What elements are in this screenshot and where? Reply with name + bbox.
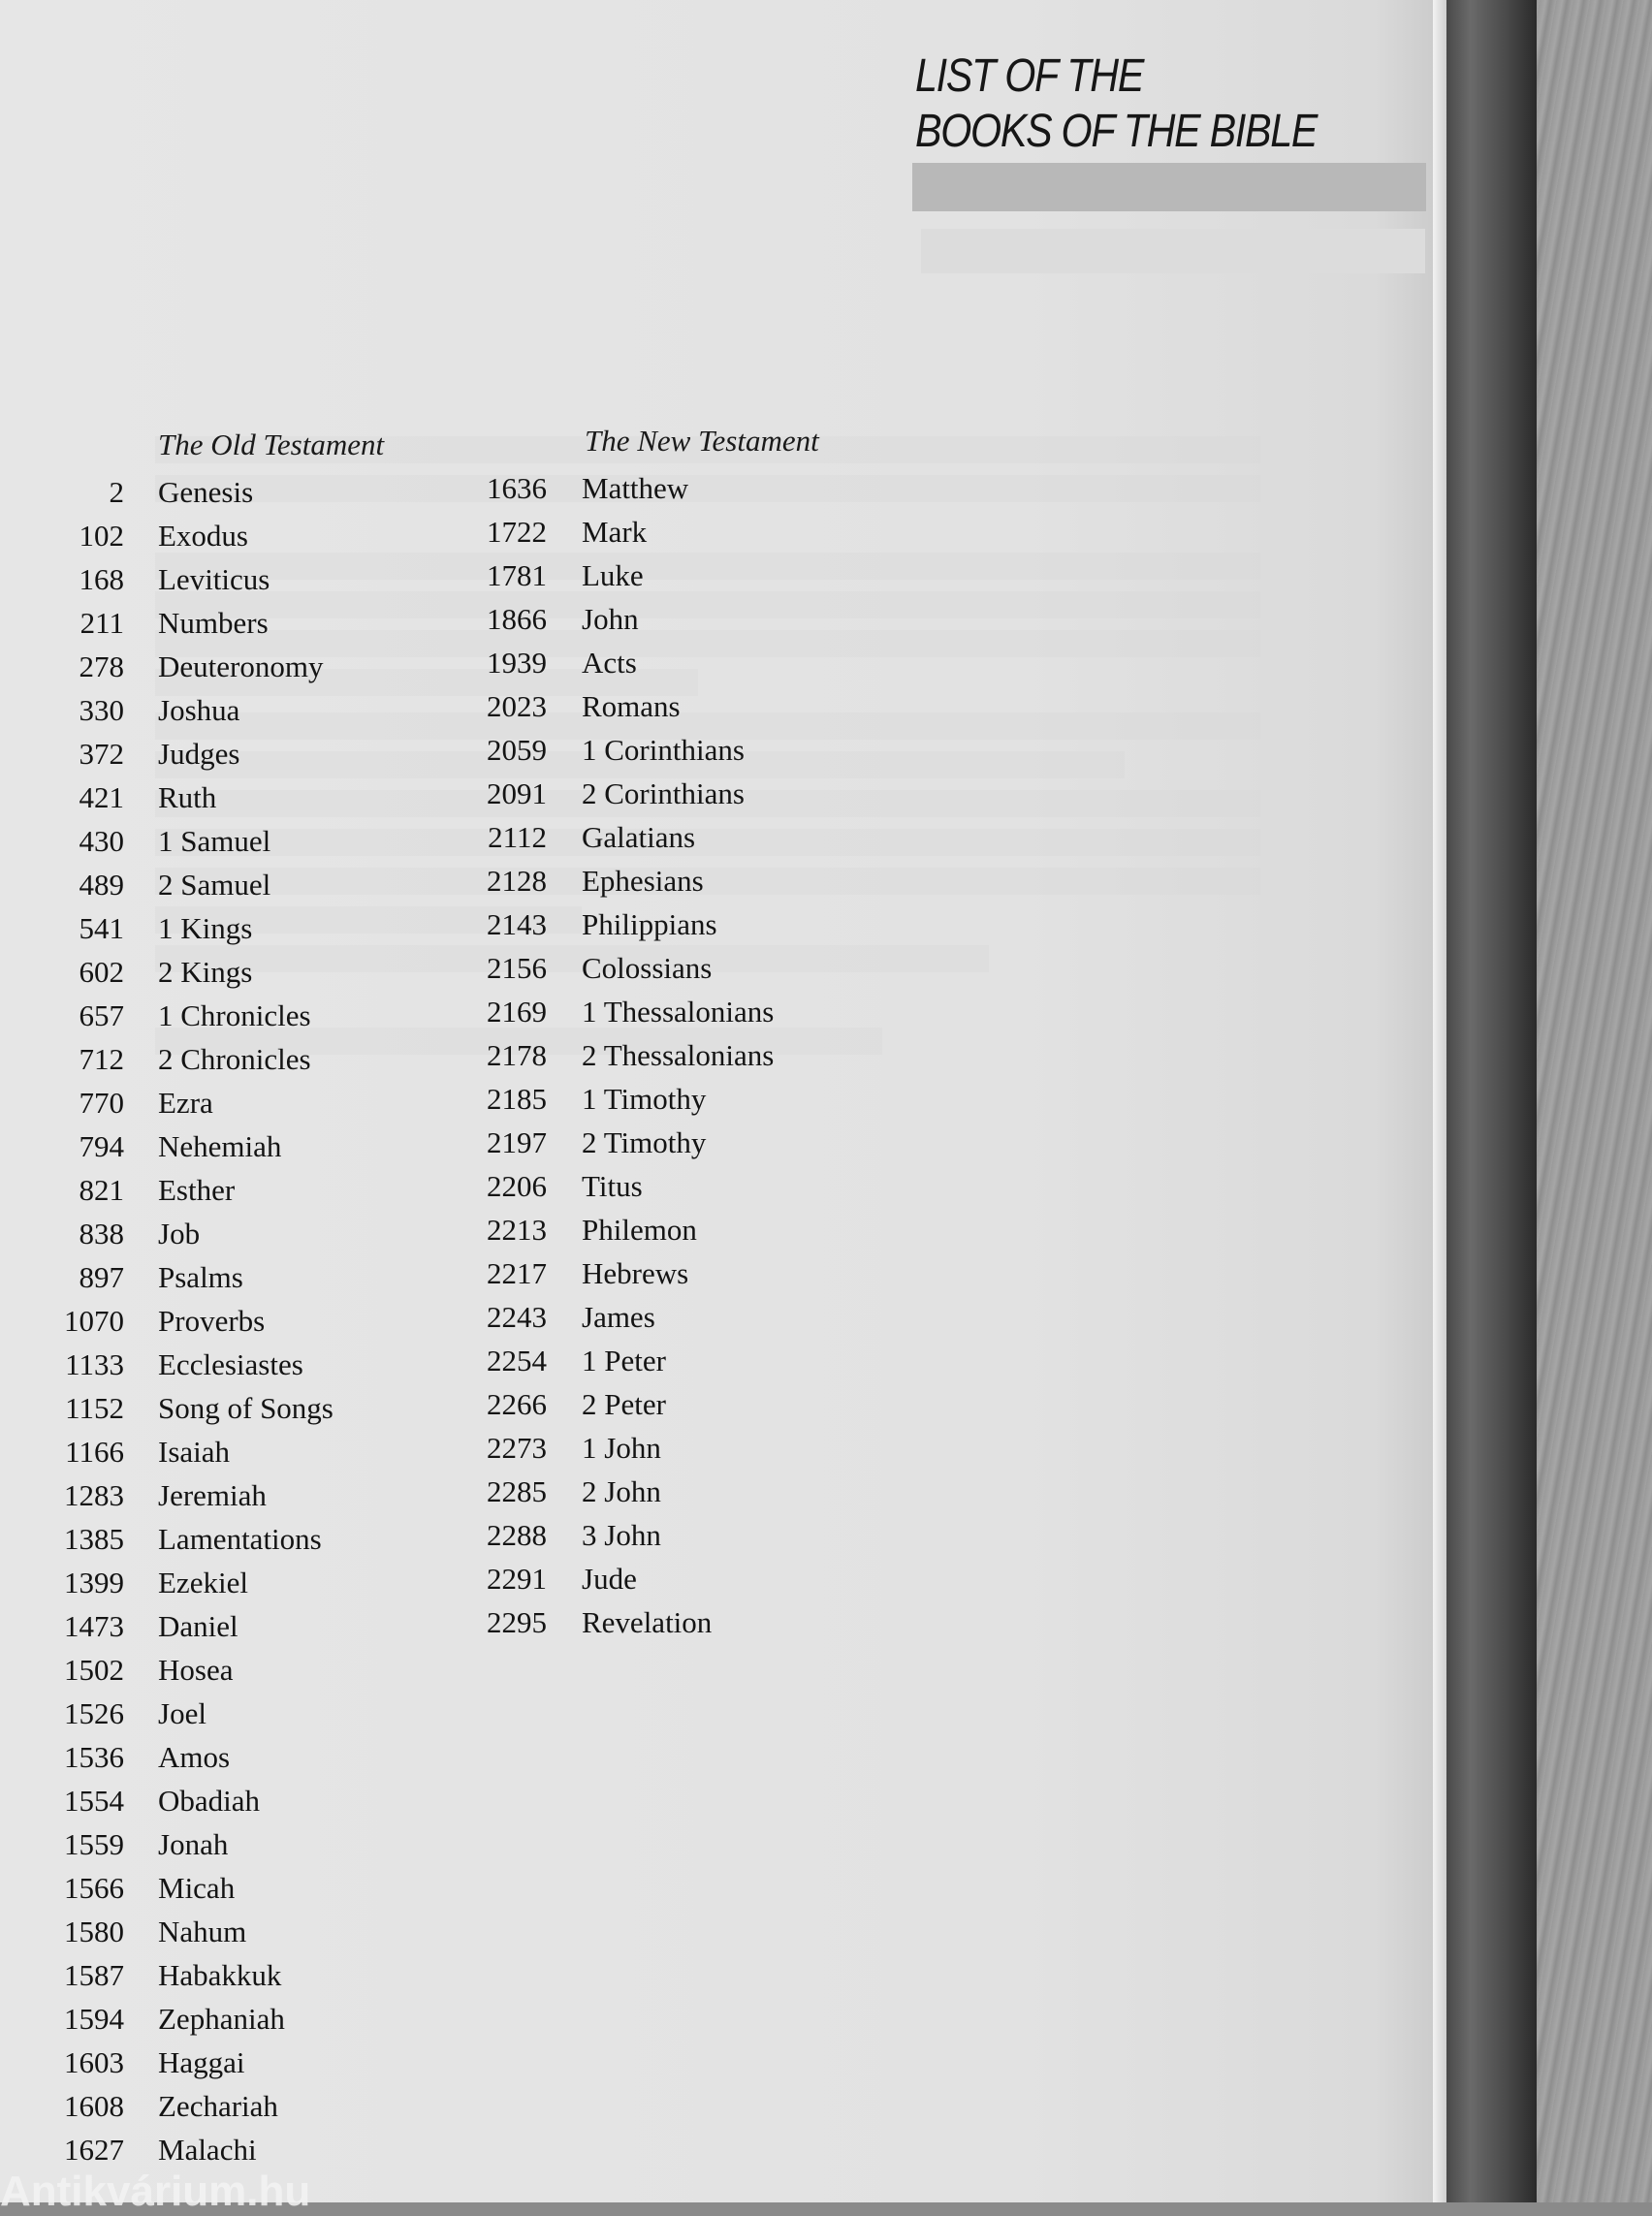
book-name: 1 Thessalonians — [582, 995, 775, 1029]
book-name: Lamentations — [158, 1522, 322, 1556]
book-name: Malachi — [158, 2133, 257, 2167]
book-entry — [483, 728, 890, 772]
book-name: Job — [158, 1217, 201, 1250]
book-name: 2 Samuel — [158, 868, 271, 902]
book-name: Amos — [158, 1740, 231, 1774]
book-page-number: 102 — [79, 519, 124, 553]
book-name: Ezra — [158, 1086, 213, 1120]
book-entry — [0, 688, 427, 732]
book-name: Revelation — [582, 1605, 713, 1639]
book-entry — [483, 1251, 890, 1295]
book-entry — [483, 1033, 890, 1077]
book-entry — [0, 1735, 427, 1779]
book-entry — [483, 554, 890, 597]
book-page-number: 2023 — [487, 689, 547, 723]
header-rule — [912, 163, 1426, 211]
book-entry — [483, 1557, 890, 1600]
book-name: Nehemiah — [158, 1129, 282, 1163]
book-name: 2 Thessalonians — [582, 1038, 775, 1072]
book-page-number: 1866 — [487, 602, 547, 636]
book-name: Numbers — [158, 606, 269, 640]
book-name: Psalms — [158, 1260, 243, 1294]
book-entry — [0, 863, 427, 906]
book-entry — [483, 1208, 890, 1251]
book-name: 1 Samuel — [158, 824, 271, 858]
book-page-number: 1554 — [64, 1784, 124, 1818]
book-entry — [483, 1600, 890, 1644]
book-name: Proverbs — [158, 1304, 266, 1338]
book-name: Jude — [582, 1562, 637, 1596]
book-entry — [0, 732, 427, 776]
book-page-number: 1526 — [64, 1696, 124, 1730]
book-name: 1 Peter — [582, 1344, 666, 1377]
book-page-number: 1385 — [64, 1522, 124, 1556]
book-entry — [483, 641, 890, 684]
book-name: Zephaniah — [158, 2002, 285, 2036]
book-name: 2 Peter — [582, 1387, 666, 1421]
book-name: Isaiah — [158, 1435, 231, 1469]
book-page-number: 2266 — [487, 1387, 547, 1421]
book-cover-edge — [1435, 0, 1537, 2202]
book-page-number: 2143 — [487, 907, 547, 941]
book-page-number: 897 — [79, 1260, 124, 1294]
book-page-number: 2156 — [487, 951, 547, 985]
book-page-number: 330 — [79, 693, 124, 727]
book-entry — [483, 859, 890, 902]
book-entry — [0, 2084, 427, 2128]
book-entry — [0, 1648, 427, 1692]
book-name: Joel — [158, 1696, 206, 1730]
book-entry — [0, 1212, 427, 1255]
new-testament-heading: The New Testament — [585, 424, 819, 458]
book-name: Habakkuk — [158, 1958, 282, 1992]
book-name: Haggai — [158, 2045, 245, 2079]
book-entry — [0, 1822, 427, 1866]
book-page-number: 2206 — [487, 1169, 547, 1203]
book-entry — [0, 1255, 427, 1299]
book-page-number: 168 — [79, 562, 124, 596]
book-name: Hosea — [158, 1653, 234, 1687]
book-name: Hebrews — [582, 1256, 689, 1290]
book-page-number: 1536 — [64, 1740, 124, 1774]
book-page-number: 2288 — [487, 1518, 547, 1552]
book-entry — [483, 815, 890, 859]
book-page-number: 2291 — [487, 1562, 547, 1596]
book-entry — [483, 1295, 890, 1339]
book-entry — [0, 2128, 427, 2171]
book-page-number: 1627 — [64, 2133, 124, 2167]
book-page-number: 1133 — [65, 1347, 124, 1381]
book-entry — [0, 470, 427, 514]
book-entry — [0, 1343, 427, 1386]
book-name: 1 Chronicles — [158, 998, 311, 1032]
book-entry — [483, 1513, 890, 1557]
book-name: Joshua — [158, 693, 240, 727]
book-name: Colossians — [582, 951, 713, 985]
book-entry — [483, 772, 890, 815]
book-entry — [483, 1382, 890, 1426]
book-name: Obadiah — [158, 1784, 261, 1818]
book-name: Acts — [582, 646, 637, 680]
book-page-number: 770 — [79, 1086, 124, 1120]
old-testament-heading: The Old Testament — [158, 427, 385, 461]
book-page-number: 794 — [79, 1129, 124, 1163]
book-entry — [0, 1386, 427, 1430]
book-name: Judges — [158, 737, 240, 771]
book-entry — [0, 1037, 427, 1081]
book-page-number: 2091 — [487, 776, 547, 810]
book-name: Micah — [158, 1871, 236, 1905]
book-page-number: 2 — [109, 475, 124, 509]
book-entry — [0, 776, 427, 819]
book-entry — [0, 1779, 427, 1822]
book-name: Nahum — [158, 1915, 247, 1948]
book-entry — [0, 1124, 427, 1168]
book-entry — [0, 819, 427, 863]
book-entry — [483, 466, 890, 510]
book-page-number: 2178 — [487, 1038, 547, 1072]
book-page-number: 2217 — [487, 1256, 547, 1290]
book-name: Ezekiel — [158, 1566, 248, 1599]
book-page-number: 211 — [79, 606, 124, 640]
book-entry — [0, 1997, 427, 2041]
new-testament-list — [483, 466, 890, 1644]
book-page-number: 1636 — [487, 471, 547, 505]
book-name: Exodus — [158, 519, 248, 553]
book-entry — [483, 1426, 890, 1470]
page-edge — [1433, 0, 1446, 2202]
book-name: Jeremiah — [158, 1478, 267, 1512]
book-page-number: 1722 — [487, 515, 547, 549]
book-page-number: 2128 — [487, 864, 547, 898]
book-entry — [0, 1604, 427, 1648]
book-entry — [0, 601, 427, 645]
book-page-number: 657 — [79, 998, 124, 1032]
book-page-number: 2059 — [487, 733, 547, 767]
book-name: Philippians — [582, 907, 717, 941]
book-page-number: 421 — [79, 780, 124, 814]
book-page-number: 1166 — [65, 1435, 124, 1469]
book-page-number: 1473 — [64, 1609, 124, 1643]
book-entry — [0, 1473, 427, 1517]
book-page-number: 1594 — [64, 2002, 124, 2036]
book-page-number: 372 — [79, 737, 124, 771]
book-page-number: 2285 — [487, 1474, 547, 1508]
book-page-number: 712 — [79, 1042, 124, 1076]
book-page-number: 1608 — [64, 2089, 124, 2123]
book-name: Matthew — [582, 471, 689, 505]
book-name: Ruth — [158, 780, 217, 814]
book-name: Luke — [582, 558, 644, 592]
book-page-number: 2197 — [487, 1125, 547, 1159]
book-name: Zechariah — [158, 2089, 278, 2123]
book-entry — [483, 1339, 890, 1382]
book-page-number: 1283 — [64, 1478, 124, 1512]
book-name: 1 Kings — [158, 911, 253, 945]
book-page-number: 1152 — [65, 1391, 124, 1425]
book-name: 1 Corinthians — [582, 733, 745, 767]
book-entry — [0, 1561, 427, 1604]
book-name: Song of Songs — [158, 1391, 334, 1425]
page-title-line-2: BOOKS OF THE BIBLE — [915, 106, 1318, 157]
book-entry — [0, 1430, 427, 1473]
book-page-number: 541 — [79, 911, 124, 945]
book-page-number: 1781 — [487, 558, 547, 592]
book-entry — [0, 645, 427, 688]
book-entry — [0, 1692, 427, 1735]
book-page-number: 1603 — [64, 2045, 124, 2079]
book-page-number: 2185 — [487, 1082, 547, 1116]
book-entry — [0, 1517, 427, 1561]
book-entry — [483, 946, 890, 990]
book-page-number: 430 — [79, 824, 124, 858]
book-name: 2 Corinthians — [582, 776, 745, 810]
book-page-number: 2112 — [488, 820, 547, 854]
book-page-number: 489 — [79, 868, 124, 902]
old-testament-list — [0, 470, 427, 2171]
book-name: Deuteronomy — [158, 649, 324, 683]
book-entry — [0, 994, 427, 1037]
book-page-number: 1559 — [64, 1827, 124, 1861]
book-page-number: 2273 — [487, 1431, 547, 1465]
book-name: Esther — [158, 1173, 236, 1207]
book-entry — [483, 510, 890, 554]
book-page-number: 2295 — [487, 1605, 547, 1639]
book-name: Leviticus — [158, 562, 270, 596]
book-entry — [483, 1164, 890, 1208]
book-entry — [483, 990, 890, 1033]
book-entry — [483, 597, 890, 641]
book-name: Ephesians — [582, 864, 704, 898]
book-entry — [0, 1299, 427, 1343]
book-entry — [483, 1470, 890, 1513]
book-name: Romans — [582, 689, 681, 723]
book-entry — [0, 1866, 427, 1910]
book-name: Philemon — [582, 1213, 697, 1247]
book-entry — [0, 1081, 427, 1124]
book-entry — [0, 1168, 427, 1212]
book-name: Jonah — [158, 1827, 229, 1861]
book-page-number: 1566 — [64, 1871, 124, 1905]
book-name: Titus — [582, 1169, 643, 1203]
book-name: James — [582, 1300, 655, 1334]
book-name: Mark — [582, 515, 648, 549]
book-name: Ecclesiastes — [158, 1347, 303, 1381]
book-name: 2 Kings — [158, 955, 253, 989]
book-page-number: 838 — [79, 1217, 124, 1250]
book-name: 2 Chronicles — [158, 1042, 311, 1076]
book-page-number: 1580 — [64, 1915, 124, 1948]
book-name: 2 John — [582, 1474, 661, 1508]
book-entry — [483, 1121, 890, 1164]
book-page-number: 1939 — [487, 646, 547, 680]
book-entry — [0, 557, 427, 601]
book-page-number: 2254 — [487, 1344, 547, 1377]
book-page-number: 2243 — [487, 1300, 547, 1334]
book-page-number: 1399 — [64, 1566, 124, 1599]
book-name: Genesis — [158, 475, 254, 509]
book-page-number: 1587 — [64, 1958, 124, 1992]
book-entry — [0, 950, 427, 994]
book-page-number: 602 — [79, 955, 124, 989]
book-name: 1 Timothy — [582, 1082, 707, 1116]
book-page-number: 821 — [79, 1173, 124, 1207]
book-entry — [0, 906, 427, 950]
watermark: Antikvárium.hu — [0, 2168, 311, 2215]
header-rule-shadow — [921, 229, 1425, 273]
book-page-number: 2169 — [487, 995, 547, 1029]
book-page-number: 278 — [79, 649, 124, 683]
page-title-line-1: LIST OF THE — [915, 50, 1144, 102]
book-name: 1 John — [582, 1431, 661, 1465]
book-entry — [483, 902, 890, 946]
book-page-number: 2213 — [487, 1213, 547, 1247]
book-name: 2 Timothy — [582, 1125, 707, 1159]
book-entry — [483, 684, 890, 728]
page-title — [915, 48, 1317, 159]
book-name: Daniel — [158, 1609, 238, 1643]
book-entry — [483, 1077, 890, 1121]
book-entry — [0, 1953, 427, 1997]
book-name: John — [582, 602, 639, 636]
book-entry — [0, 2041, 427, 2084]
book-page-number: 1502 — [64, 1653, 124, 1687]
book-entry — [0, 1910, 427, 1953]
book-entry — [0, 514, 427, 557]
book-name: 3 John — [582, 1518, 661, 1552]
book-page-number: 1070 — [64, 1304, 124, 1338]
book-name: Galatians — [582, 820, 696, 854]
